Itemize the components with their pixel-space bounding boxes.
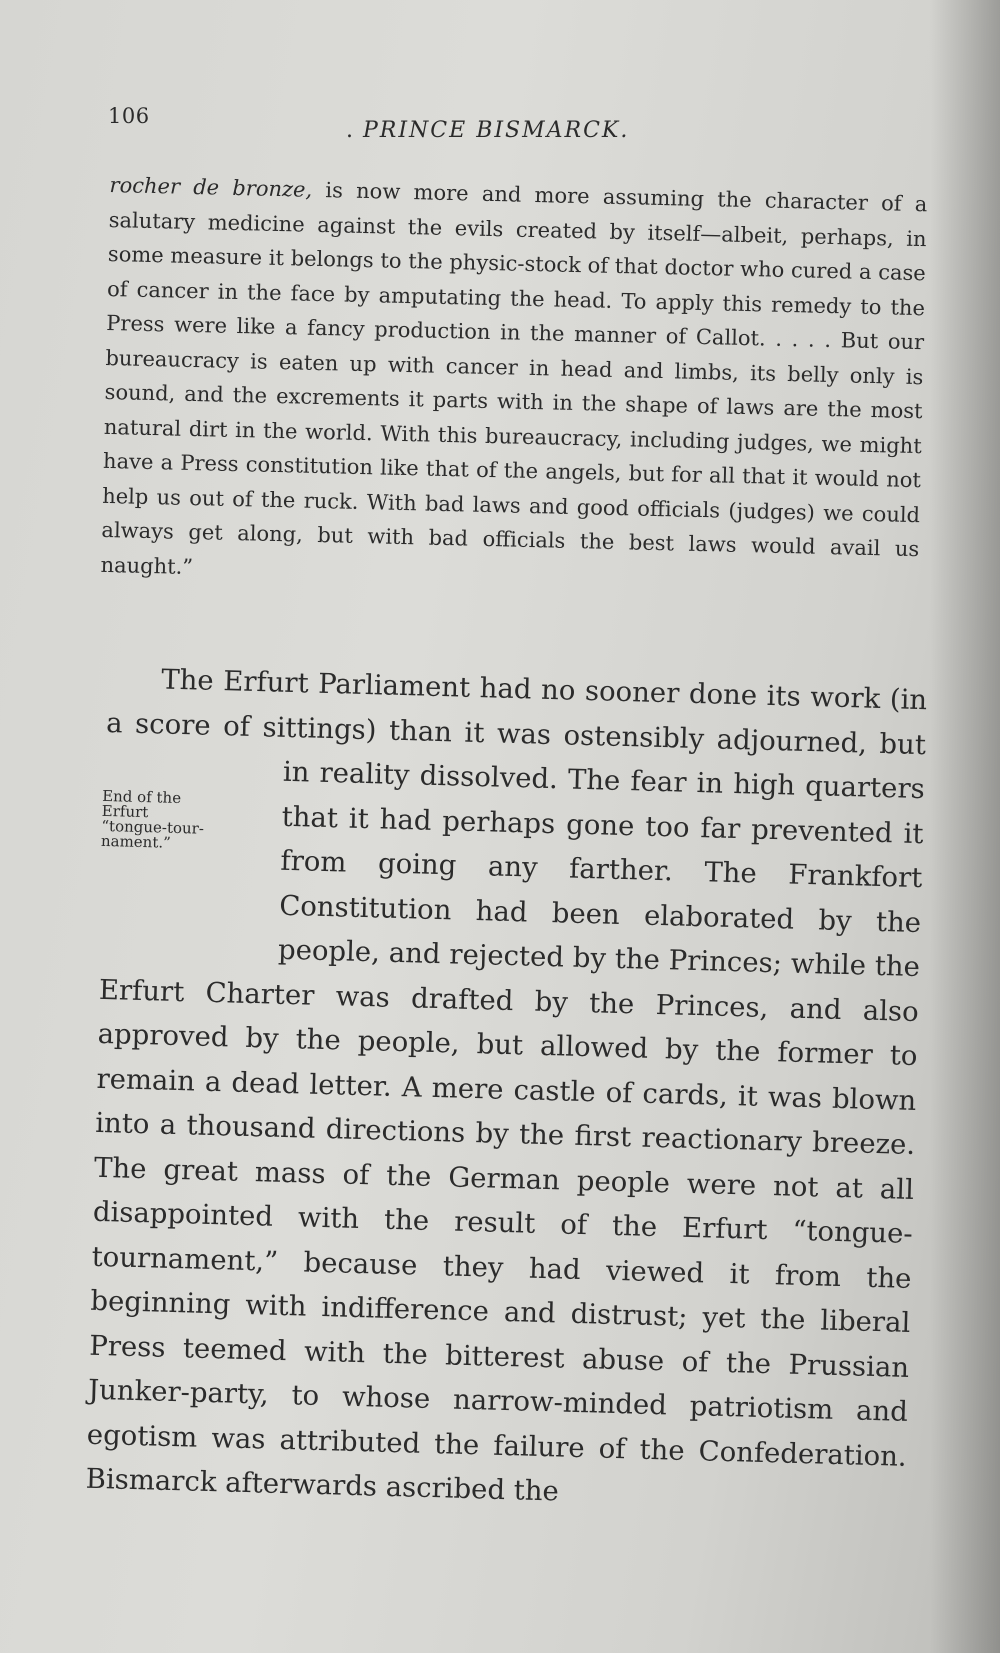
body-paragraph-rest: but in reality dissolved. The fear in high quarters that it had perhaps gone too far prevented it from going any farther. The Frankfort Constitution had been elaborated by the people, and rejected by the Princes; while the Erfurt Charter was drafted by the Princes, and also approved by the people, but allowed by the former to remain a dead letter. A mere castle of cards, it was blown into a thousand directions by the first reactionary breeze. The great mass of the German people were not at all disappointed with the result of the Erfurt “tongue-tournament,” because they had viewed it from the beginning with indifference and distrust; yet the liberal Press teemed with the bitterest abuse of the Prussian Junker-party, to whose narrow-minded patriotism and egotism was attributed the failure of the Confederation. Bismarck afterwards ascribed the bbox=[85, 727, 927, 1508]
side-note-line: “tongue-tour- bbox=[101, 816, 205, 838]
running-head bbox=[346, 118, 629, 143]
quotation-block bbox=[100, 168, 928, 601]
running-head-title: PRINCE BISMARCK. bbox=[363, 118, 630, 143]
main-text bbox=[85, 656, 928, 1523]
side-note-line: Erfurt bbox=[101, 801, 149, 822]
side-note bbox=[98, 786, 273, 972]
body-paragraph bbox=[85, 656, 928, 1523]
page-number: 106 bbox=[108, 104, 150, 128]
running-head-dot: . bbox=[346, 118, 355, 143]
side-note-line: End of the bbox=[101, 786, 182, 808]
quotation-paragraph bbox=[100, 168, 928, 601]
quotation-text: is now more and more assuming the character of a salutary medicine against the evils created by itself—albeit, perhaps, in some measure it belongs to the physic-stock of that doctor who cured a case of cancer in the face by amputating the head. To apply this remedy to the Press were like a fancy production in the manner of Callot. . . . . But our bureaucracy is eaten up with cancer in head and limbs, its belly only is sound, and the excrements it parts with in the shape of laws are the most natural dirt in the world. With this bureaucracy, including judges, we might have a Press constitution like that of the angels, but for all that it would not help us out of the ruck. With bad laws and good officials (judges) we could always get along, but with bad officials the best laws would avail us naught.” bbox=[100, 177, 928, 579]
quotation-italic-lead: rocher de bronze, bbox=[109, 172, 313, 202]
body-paragraph-start: The Erfurt Parliament had no sooner done its work (in a score of sittings) than it was ostensibly adjourned, bbox=[105, 663, 928, 760]
side-note-line: nament.” bbox=[100, 831, 172, 852]
